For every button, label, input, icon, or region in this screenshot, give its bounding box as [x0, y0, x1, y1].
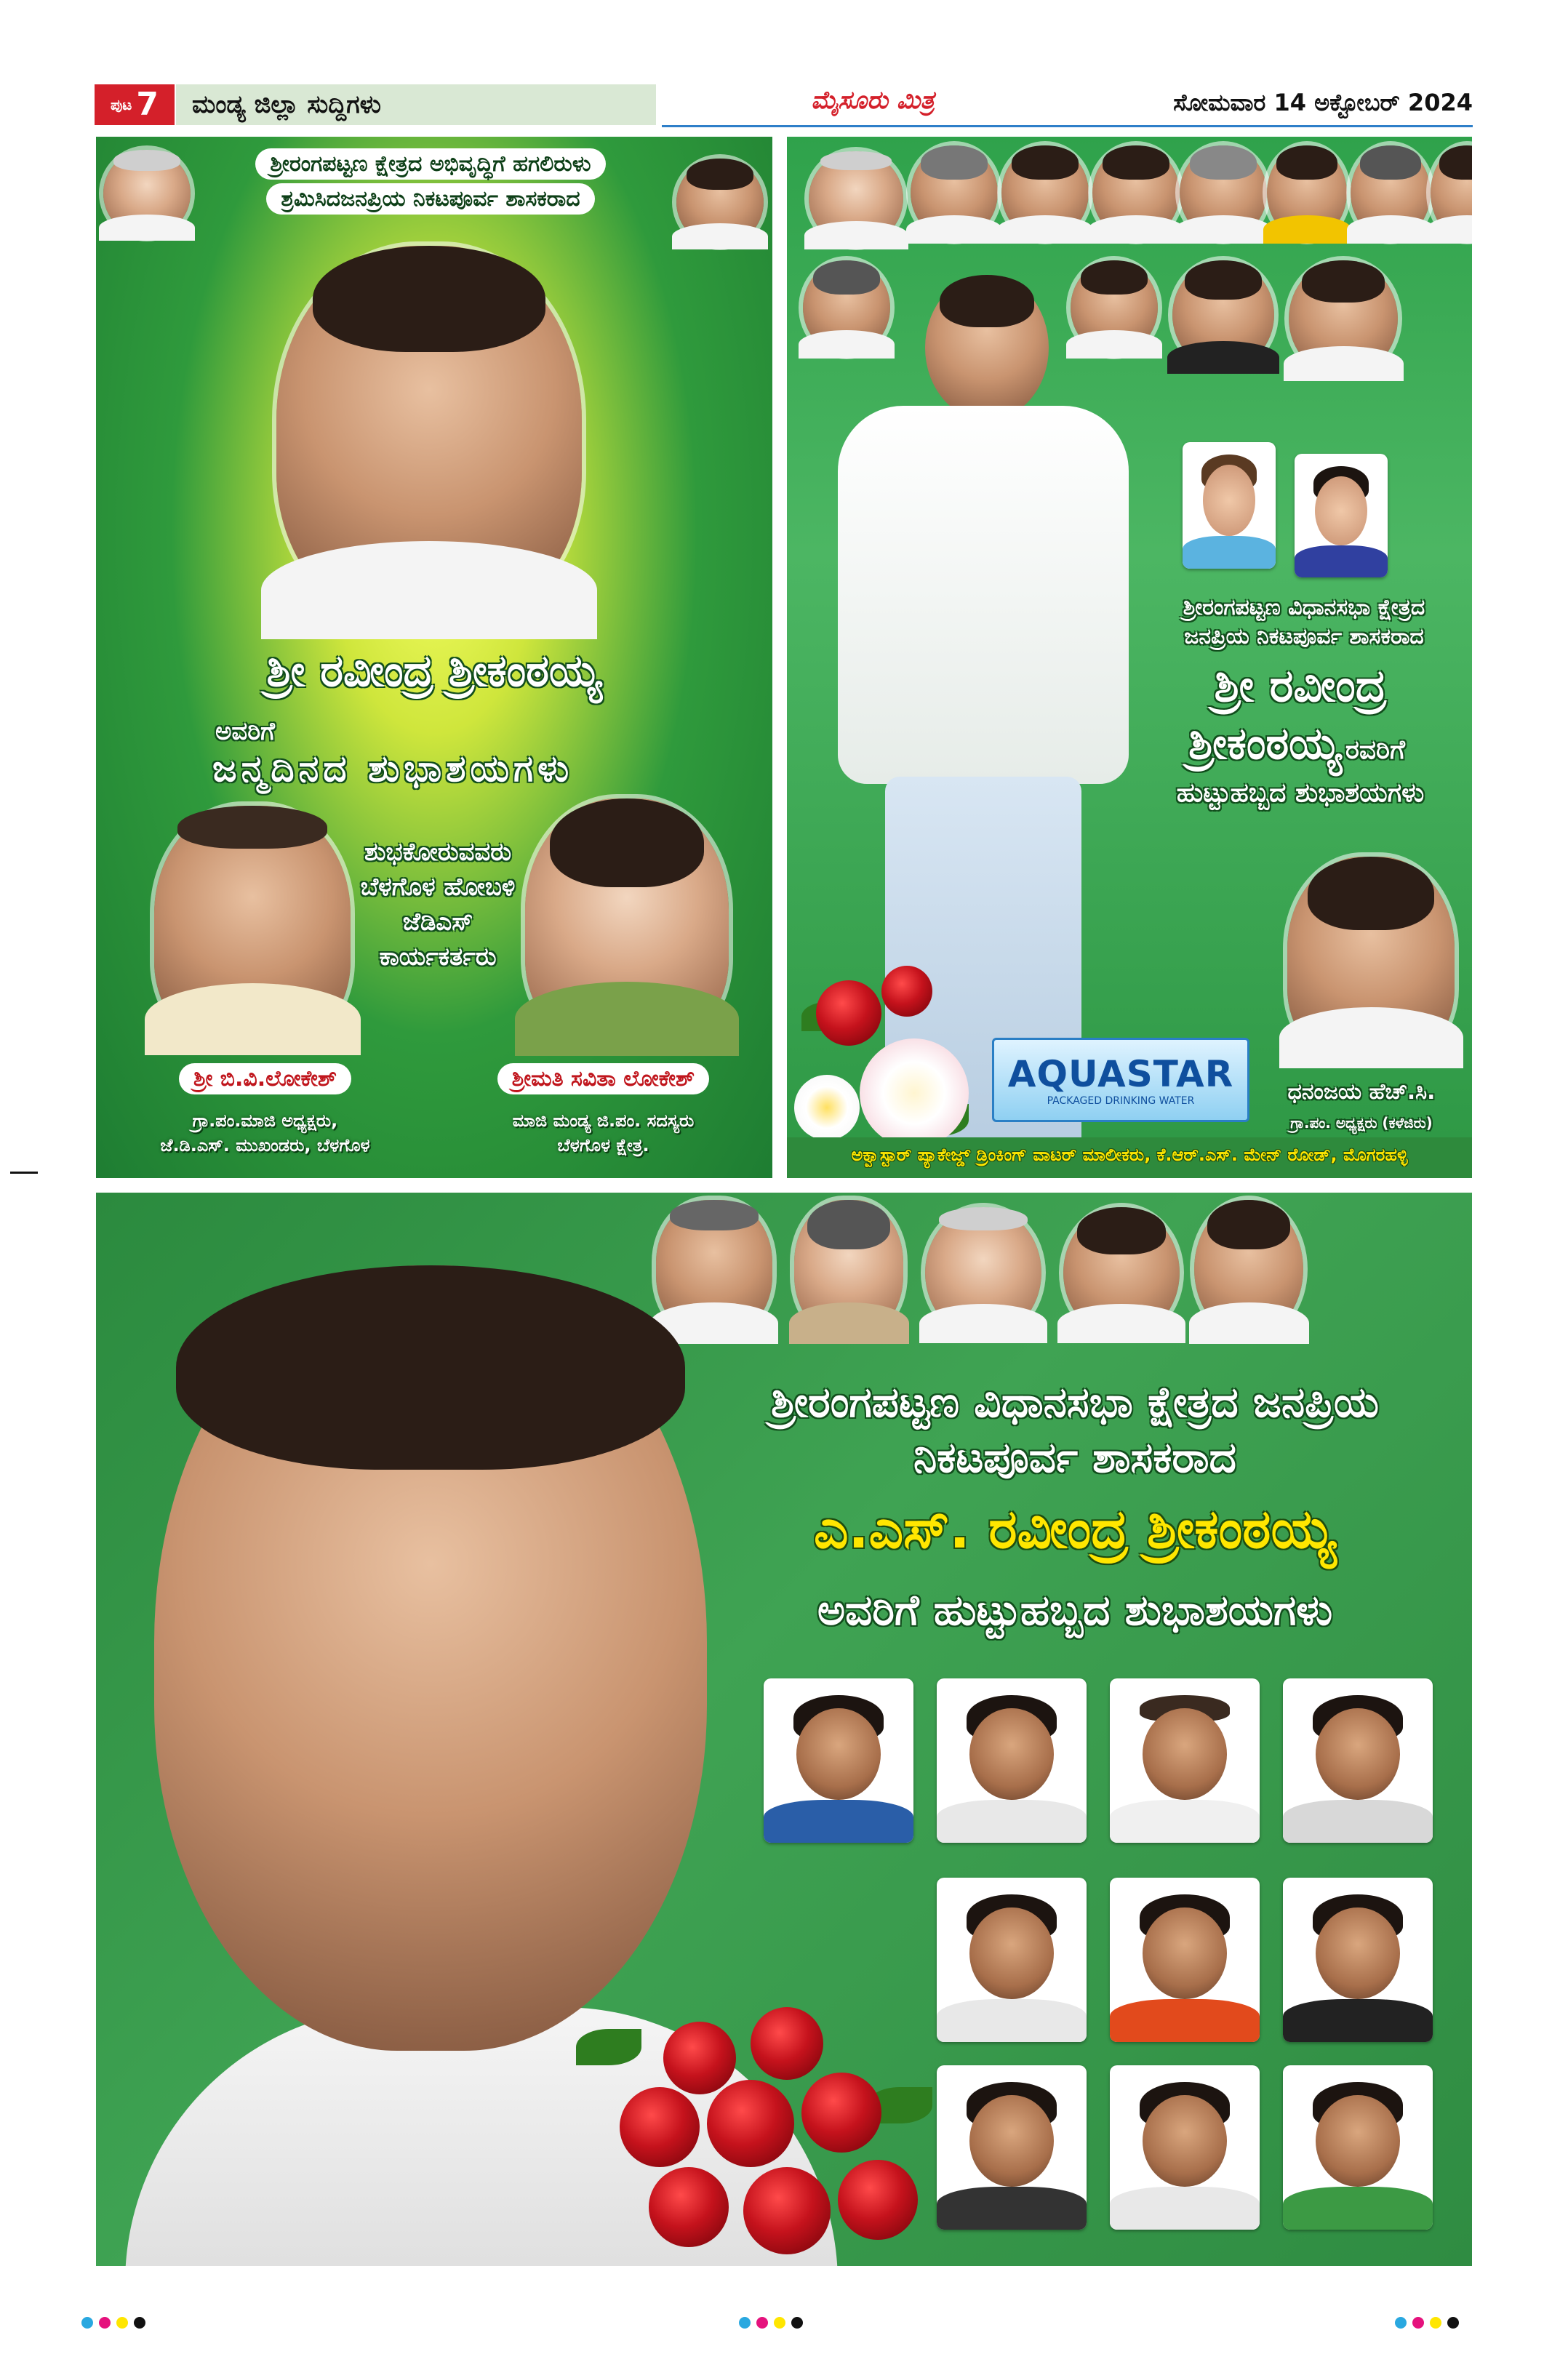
masthead-logo: ಮೈಸೂರು ಮಿತ್ರ	[811, 86, 935, 115]
ad3-name: ಎ.ಎಸ್. ರವೀಂದ್ರ ಶ್ರೀಕಂಠಯ್ಯ	[814, 1498, 1336, 1561]
ad1-left-role1: ಗ್ರಾ.ಪಂ.ಮಾಜಿ ಅಧ್ಯಕ್ಷರು,	[192, 1110, 338, 1131]
leader-portrait-4	[1092, 145, 1180, 240]
wisher-photo-3	[1110, 1678, 1260, 1843]
sender-portrait	[1287, 857, 1455, 1060]
ad1-right-name: ಶ್ರೀಮತಿ ಸವಿತಾ ಲೋಕೇಶ್	[497, 1063, 709, 1094]
ad2-footer: ಅಕ್ವಾಸ್ಟಾರ್ ಪ್ಯಾಕೇಜ್ಡ್ ಡ್ರಿಂಕಿಂಗ್ ವಾಟರ್ ಮಾಲೀಕರು, ಕೆ.ಆರ್.ಎಸ್. ಮೇನ್ ರೋಡ್, ಮೊಗರಹಳ್ಳಿ	[851, 1145, 1408, 1165]
wisher-photo-8	[937, 2065, 1087, 2230]
leader-portrait-1	[809, 151, 903, 246]
header-rule	[662, 125, 1473, 127]
issue-date: ಸೋಮವಾರ 14 ಅಕ್ಟೋಬರ್ 2024	[1173, 89, 1473, 116]
birthday-ad-3	[96, 1193, 1472, 2266]
ad1-from-line4: ಕಾರ್ಯಕರ್ತರು	[379, 942, 497, 972]
ad3-line1: ಶ್ರೀರಂಗಪಟ್ಟಣ ವಿಧಾನಸಭಾ ಕ್ಷೇತ್ರದ ಜನಪ್ರಿಯ	[770, 1377, 1380, 1427]
leader-portrait-3	[1001, 145, 1089, 240]
leader-portrait-d	[1063, 1207, 1180, 1338]
ad1-left-name: ಶ್ರೀ ಬಿ.ವಿ.ಲೋಕೇಶ್	[179, 1063, 351, 1094]
page-header	[95, 84, 1473, 125]
ad2-line1: ಶ್ರೀರಂಗಪಟ್ಟಣ ವಿಧಾನಸಭಾ ಕ್ಷೇತ್ರದ	[1183, 595, 1425, 620]
birthday-ad-1	[96, 137, 772, 1178]
ad1-top-line2: ಶ್ರಮಿಸಿದಜನಪ್ರಿಯ ನಿಕಟಪೂರ್ವ ಶಾಸಕರಾದ	[266, 183, 594, 215]
ad1-left-role2: ಜೆ.ಡಿ.ಎಸ್. ಮುಖಂಡರು, ಬೆಳಗೊಳ	[160, 1135, 370, 1156]
wisher-photo-9	[1110, 2065, 1260, 2230]
child-photo-1	[1183, 442, 1276, 569]
ad1-top-line1: ಶ್ರೀರಂಗಪಟ್ಟಣ ಕ್ಷೇತ್ರದ ಅಭಿವೃದ್ಧಿಗೆ ಹಗಲಿರುಳು	[255, 148, 605, 180]
leader-portrait-8	[1431, 145, 1472, 240]
rose-bouquet	[561, 2000, 940, 2266]
wisher-photo-2	[937, 1678, 1087, 1843]
leader-portrait-12	[1289, 260, 1398, 377]
leader-portrait-6	[1267, 145, 1347, 240]
birthday-ad-2	[787, 137, 1472, 1178]
page-label: ಪುಟ	[111, 96, 132, 113]
wisher-photo-1	[764, 1678, 913, 1843]
leader-portrait-2	[911, 145, 998, 240]
main-portrait	[276, 246, 582, 624]
leader-portrait-e	[1194, 1200, 1303, 1338]
ad1-to: ಅವರಿಗೆ	[215, 717, 275, 746]
ad1-from-line3: ಜೆಡಿಎಸ್	[402, 908, 473, 937]
ad2-name1: ಶ್ರೀ ರವೀಂದ್ರ	[1214, 659, 1387, 712]
ad1-right-role1: ಮಾಜಿ ಮಂಡ್ಯ ಜಿ.ಪಂ. ಸದಸ್ಯರು	[512, 1110, 695, 1131]
leader-portrait-c	[925, 1207, 1041, 1338]
ad1-right-role2: ಬೆಳಗೊಳ ಕ್ಷೇತ್ರ.	[557, 1135, 649, 1156]
wisher-photo-7	[1283, 1878, 1433, 2042]
leader-portrait-5	[1180, 145, 1267, 240]
wisher-photo-5	[937, 1878, 1087, 2042]
aquastar-logo	[992, 1038, 1249, 1122]
page-number-badge	[95, 84, 175, 125]
crop-mark	[10, 1172, 38, 1174]
ad3-line2: ನಿಕಟಪೂರ್ವ ಶಾಸಕರಾದ	[913, 1433, 1236, 1482]
ad2-line2: ಜನಪ್ರಿಯ ನಿಕಟಪೂರ್ವ ಶಾಸಕರಾದ	[1184, 624, 1424, 649]
section-title: ಮಂಡ್ಯ ಜಿಲ್ಲಾ ಸುದ್ದಿಗಳು	[176, 84, 656, 125]
brand-tagline: PACKAGED DRINKING WATER	[1047, 1095, 1195, 1107]
brand-name: AQUASTAR	[1007, 1053, 1234, 1095]
ad1-wish: ಜನ್ಮದಿನದ ಶುಭಾಶಯಗಳು	[212, 748, 574, 790]
flower-bouquet	[787, 951, 1005, 1169]
ad2-name-suffix: ರವರಿಗೆ	[1345, 735, 1405, 765]
wisher-photo-10	[1283, 2065, 1433, 2230]
leader-portrait-11	[1172, 260, 1274, 369]
leader-portrait-right	[676, 159, 764, 246]
ad1-from-line2: ಬೆಳಗೊಳ ಹೋಬಳಿ	[360, 873, 516, 902]
ad1-from-line1: ಶುಭಕೋರುವವರು	[364, 838, 512, 867]
leader-portrait-7	[1351, 145, 1431, 240]
ad3-wish: ಅವರಿಗೆ ಹುಟ್ಟುಹಬ್ಬದ ಶುಭಾಶಯಗಳು	[817, 1585, 1333, 1635]
child-photo-2	[1295, 454, 1388, 577]
ad2-sender-name: ಧನಂಜಯ ಹೆಚ್.ಸಿ.	[1287, 1079, 1436, 1105]
page-number: 7	[136, 86, 159, 123]
wisher-photo-4	[1283, 1678, 1433, 1843]
ad2-sender-role: ಗ್ರಾ.ಪಂ. ಅಧ್ಯಕ್ಷರು (ಕಳೆಜಿರು)	[1290, 1114, 1433, 1132]
ad2-name2: ಶ್ರೀಕಂಠಯ್ಯ	[1188, 718, 1342, 769]
ad2-wish: ಹುಟ್ಟುಹಬ್ಬದ ಶುಭಾಶಯಗಳು	[1176, 778, 1425, 808]
wisher-photo-6	[1110, 1878, 1260, 2042]
sender-group	[307, 835, 569, 974]
ad1-name: ಶ್ರೀ ರವೀಂದ್ರ ಶ್ರೀಕಂಠಯ್ಯ	[266, 646, 602, 697]
